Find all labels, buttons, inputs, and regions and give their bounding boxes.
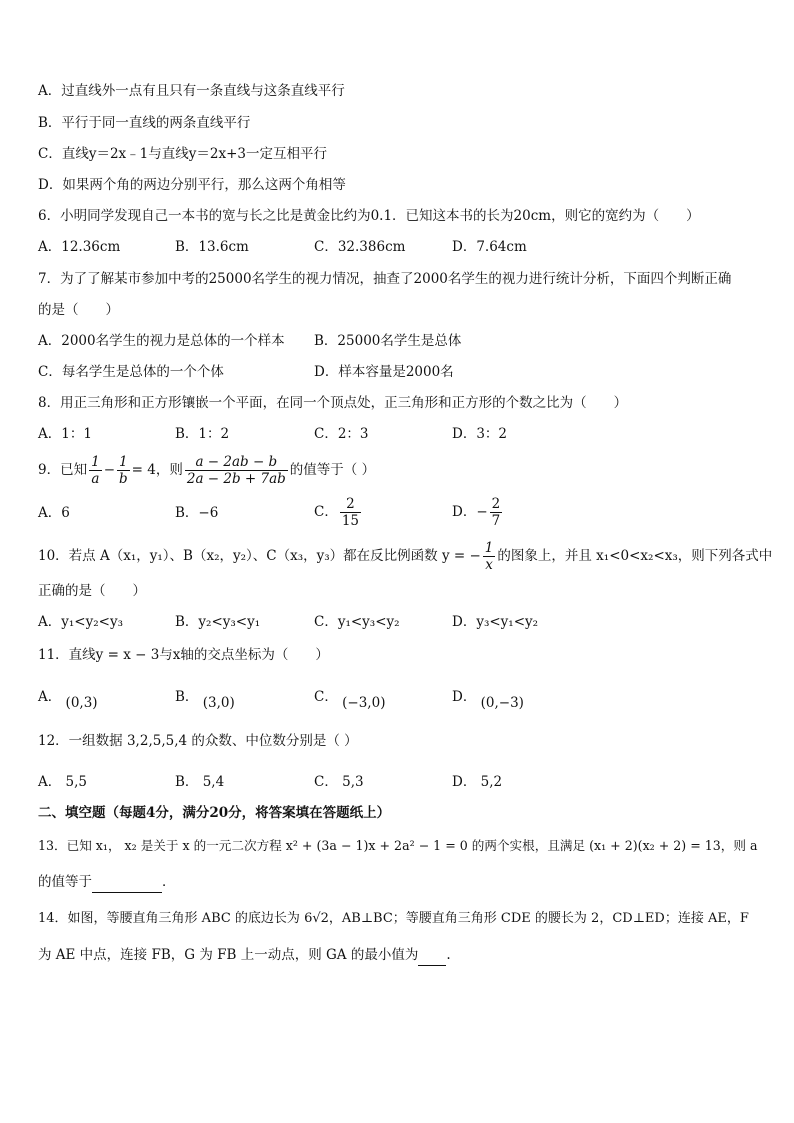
q7-option-b: B．25000名学生是总体 [314,333,462,349]
q9-frac-1a [89,454,102,487]
q9-frac-expression [185,454,288,487]
q7-option-a: A．2000名学生的视力是总体的一个样本 [38,333,285,349]
q9-option-d-frac [490,496,503,529]
q10-frac-den: x [485,557,493,573]
q14-answer-blank[interactable] [418,945,446,966]
q9-option-b: B．−6 [175,505,219,521]
q10-stem-part1: 10．若点 A（x₁，y₁）、B（x₂，y₂）、C（x₃，y₃）都在反比例函数 y = − [38,548,481,564]
q10-stem-line1 [38,538,772,574]
q12-option-c: C． 5,3 [314,774,364,790]
q6-option-a: A．12.36cm [38,239,121,255]
q12-option-d: D． 5,2 [452,774,503,790]
q7-option-d: D．样本容量是2000名 [314,364,454,380]
q10-stem-part2: 的图象上，并且 x₁<0<x₂<x₃，则下列各式中 [497,548,773,564]
q13-stem-line1: 13．已知 x₁， x₂ 是关于 x 的一元二次方程 x² + (3a − 1)x + 2a² − 1 = 0 的两个实根，且满足 (x₁ + 2)(x₂ + 2) = 13，则 a [38,838,758,853]
q10-option-a: A．y₁<y₂<y₃ [38,614,123,630]
q11-option-d [452,687,524,711]
q7-option-c: C．每名学生是总体的一个个体 [38,364,224,380]
q8-option-c: C．2：3 [314,426,369,442]
q9-option-c-den: 15 [341,513,360,529]
q9-option-c [314,494,363,530]
q9-option-c-num: 2 [340,496,361,513]
q12-option-a: A． 5,5 [38,774,88,790]
q11-option-b-value: (3,0) [202,695,235,711]
q11-stem: 11．直线y = x − 3与x轴的交点坐标为（ ） [38,647,329,663]
q11-option-b [175,687,235,711]
q13-answer-blank[interactable] [92,872,162,893]
q13-stem-line2 [38,872,176,893]
q11-option-d-value: (0,−3) [480,695,524,711]
q9-stem [38,452,375,488]
q8-option-d: D．3：2 [452,426,508,442]
q11-option-a [38,687,98,711]
q9-option-d-den: 7 [491,513,501,529]
q9-option-a: A．6 [38,505,70,521]
q9-suffix: 的值等于（ ） [289,462,376,478]
q9-minus: − [103,462,115,478]
q9-prefix: 9．已知 [38,462,88,478]
q9-option-c-label: C． [314,504,338,520]
q9-frac-1b [117,454,130,487]
q6-option-b: B．13.6cm [175,239,249,255]
q9-frac-1a-num: 1 [91,454,100,470]
q8-stem: 8．用正三角形和正方形镶嵌一个平面，在同一个顶点处，正三角形和正方形的个数之比为（ ） [38,395,628,411]
q11-option-a-value: (0,3) [65,695,98,711]
q13-period: ． [162,874,176,890]
q11-option-a-label: A． [38,689,62,705]
q14-stem-line2 [38,945,451,966]
q9-frac-1b-den: b [119,471,128,487]
q9-frac-expr-den: 2a − 2b + 7ab [186,471,286,487]
q5-option-b: B．平行于同一直线的两条直线平行 [38,115,251,131]
q10-stem-line2: 正确的是（ ） [38,583,146,599]
q9-frac-1b-num: 1 [117,454,130,471]
q7-stem-line1: 7．为了了解某市参加中考的25000名学生的视力情况，抽查了2000名学生的视力进行统计分析，下面四个判断正确 [38,271,732,287]
q9-option-d-num: 2 [491,496,501,512]
q5-option-d: D．如果两个角的两边分别平行，那么这两个角相等 [38,177,346,193]
q6-option-c: C．32.386cm [314,239,406,255]
q9-eq: = 4，则 [131,462,183,478]
q10-option-d: D．y₃<y₁<y₂ [452,614,539,630]
q9-option-c-frac [340,496,361,529]
q5-option-a: A．过直线外一点有且只有一条直线与这条直线平行 [38,83,345,99]
q6-stem: 6．小明同学发现自己一本书的宽与长之比是黄金比约为0.1．已知这本书的长为20cm，则它的宽约为（ ） [38,208,700,224]
q11-option-c-value: (−3,0) [342,695,386,711]
q11-option-b-label: B． [175,689,199,705]
q14-period: . [446,947,451,963]
q8-option-a: A．1：1 [38,426,92,442]
q11-option-d-label: D． [452,689,477,705]
q10-option-c: C．y₁<y₃<y₂ [314,614,400,630]
q12-option-b: B． 5,4 [175,774,225,790]
q5-option-c: C．直线y＝2x﹣1与直线y＝2x+3一定互相平行 [38,146,327,162]
q12-stem: 12．一组数据 3,2,5,5,4 的众数、中位数分别是（ ） [38,733,358,749]
q11-option-c [314,687,386,711]
q6-option-d: D．7.64cm [452,239,527,255]
q9-option-d-label: D．− [452,504,488,520]
q7-stem-line2: 的是（ ） [38,302,119,318]
q10-frac [483,540,496,573]
q10-frac-num: 1 [484,540,494,556]
q11-option-c-label: C． [314,689,338,705]
q10-option-b: B．y₂<y₃<y₁ [175,614,261,630]
section-heading-fill-in: 二、填空题（每题4分，满分20分，将答案填在答题纸上） [38,805,391,821]
q14-stem-line1: 14．如图，等腰直角三角形 ABC 的底边长为 6√2，AB⊥BC；等腰直角三角形 CDE 的腰长为 2，CD⊥ED；连接 AE，F [38,911,749,926]
q9-frac-expr-num: a − 2ab − b [185,454,288,471]
q14-stem-text: 为 AE 中点，连接 FB，G 为 FB 上一动点，则 GA 的最小值为 [38,947,419,963]
q13-stem-text: 的值等于 [38,874,92,890]
q8-option-b: B．1：2 [175,426,230,442]
q9-option-d [452,494,504,530]
q9-frac-1a-den: a [91,471,100,487]
